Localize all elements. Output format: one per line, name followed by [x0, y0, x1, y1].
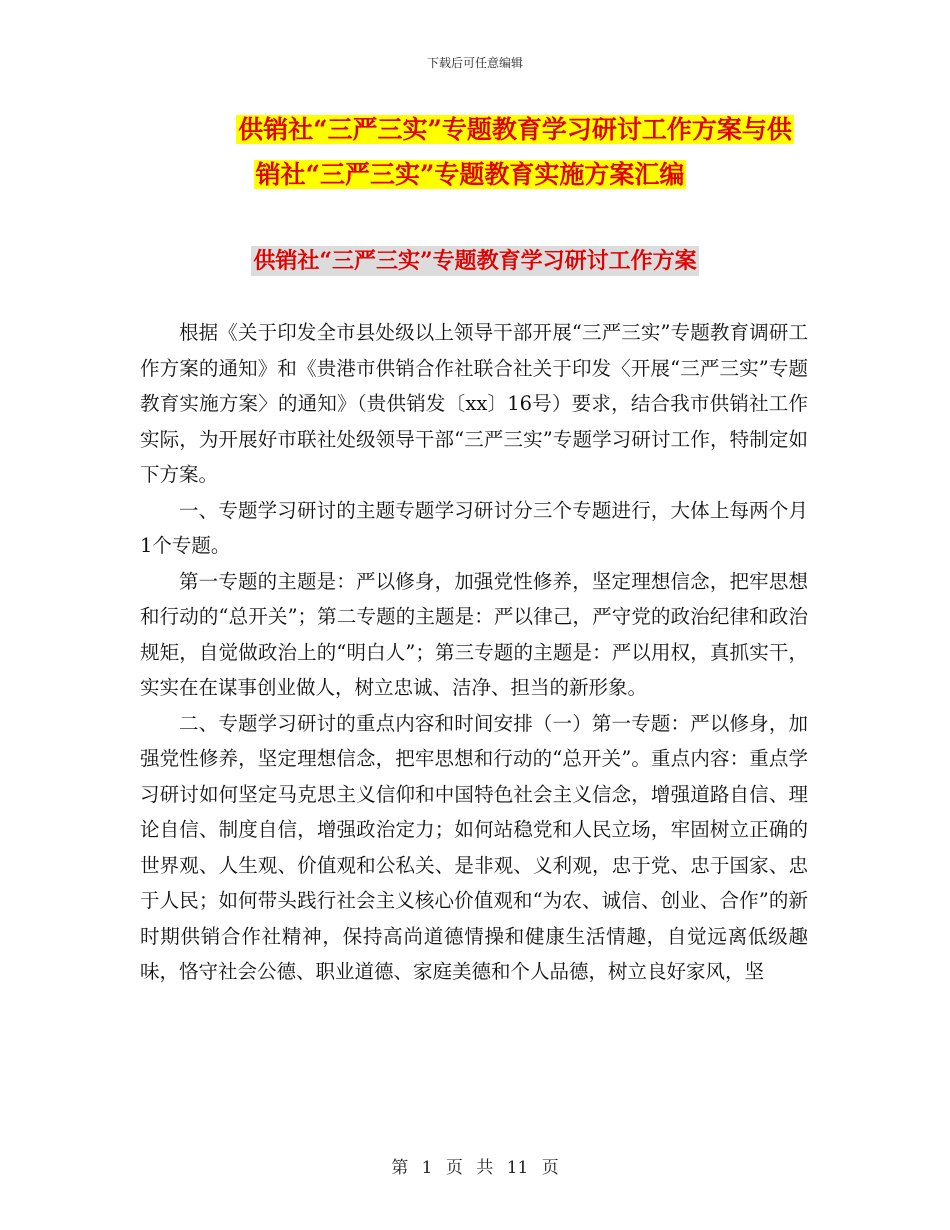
header-note: 下载后可任意编辑	[426, 56, 523, 70]
paragraph: 第一专题的主题是：严以修身，加强党性修养，坚定理想信念，把牢思想和行动的“总开关”；第二专题的主题是：严以律己，严守党的政治纪律和政治规矩，自觉做政治上的“明白人”；第三专题的主题是：严以用权，真抓实干，实实在在谋事创业做人，树立忠诚、洁净、担当的新形象。	[140, 569, 808, 699]
paragraph: 根据《关于印发全市县处级以上领导干部开展“三严三实”专题教育调研工作方案的通知》和《贵港市供销合作社联合社关于印发〈开展“三严三实”专题教育实施方案〉的通知》（贵供销发〔xx〕16号）要求，结合我市供销社工作实际，为开展好市联社处级领导干部“三严三实”专题学习研讨工作，特制定如下方案。	[140, 321, 808, 486]
page-footer: 第 1 页 共 11 页	[391, 1158, 559, 1178]
paragraph: 二、专题学习研讨的重点内容和时间安排（一）第一专题：严以修身，加强党性修养，坚定理想信念，把牢思想和行动的“总开关”。重点内容：重点学习研讨如何坚定马克思主义信仰和中国特色社会主义信念，增强道路自信、理论自信、制度自信，增强政治定力；如何站稳党和人民立场，牢固树立正确的世界观、人生观、价值观和公私关、是非观、义利观，忠于党、忠于国家、忠于人民；如何带头践行社会主义核心价值观和“为农、诚信、创业、合作”的新时期供销合作社精神，保持高尚道德情操和健康生活情趣，自觉远离低级趣味，恪守社会公德、职业道德、家庭美德和个人品德，树立良好家风，坚	[140, 711, 808, 983]
document-body	[140, 315, 808, 990]
document-title-line-1: 供销社“三严三实”专题教育学习研讨工作方案与供	[238, 115, 792, 144]
section-title: 供销社“三严三实”专题教育学习研讨工作方案	[253, 248, 697, 274]
document-title-line-2: 销社“三严三实”专题教育实施方案汇编	[255, 160, 685, 189]
paragraph: 一、专题学习研讨的主题专题学习研讨分三个专题进行，大体上每两个月1个专题。	[140, 498, 808, 557]
